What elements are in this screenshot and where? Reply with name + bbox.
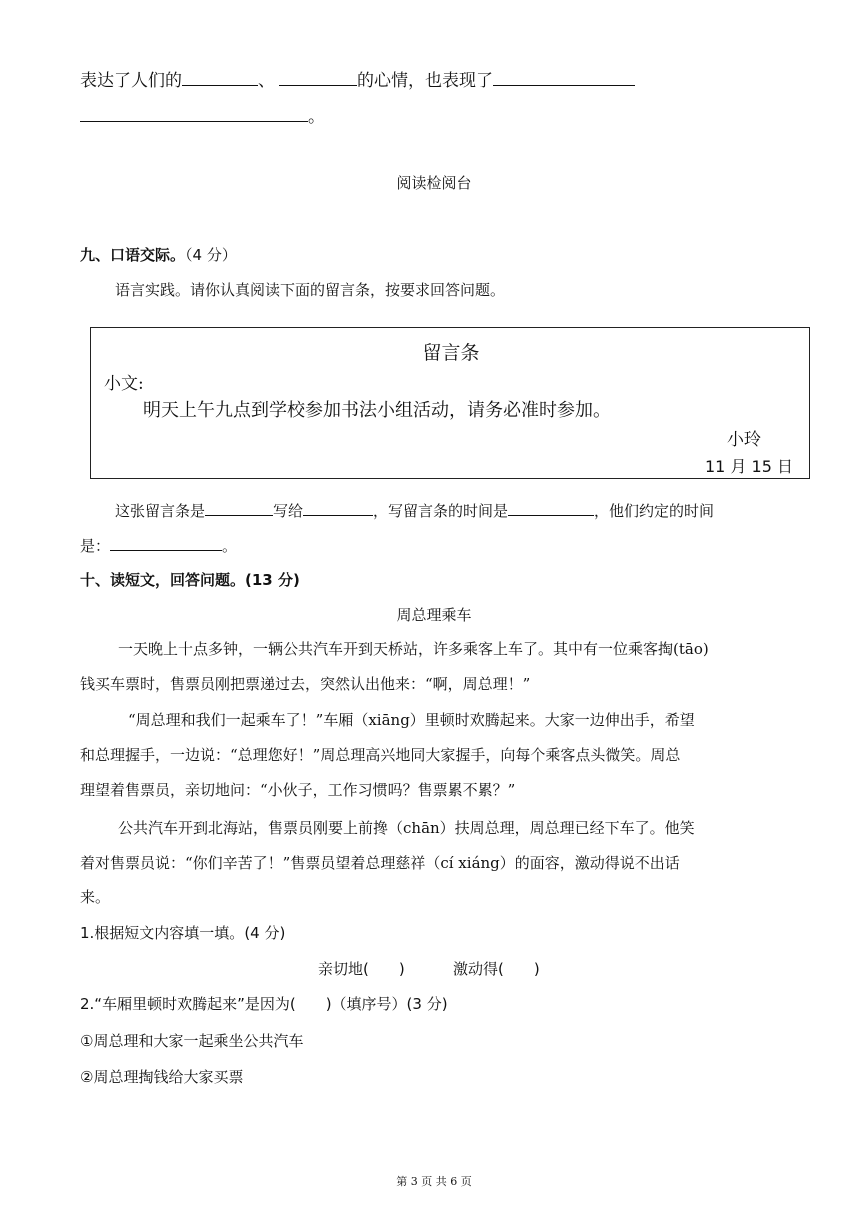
story-p1-line1: 一天晚上十点多钟，一辆公共汽车开到天桥站，许多乘客上车了。其中有一位乘客掏(tāo)	[118, 640, 709, 658]
q9-question-end: 。	[222, 537, 238, 555]
top-line-2	[80, 102, 325, 127]
blank[interactable]	[110, 536, 222, 551]
sub-question-1-blank-b[interactable]: 激动得( )	[453, 960, 540, 978]
story-p2-line1: “周总理和我们一起乘车了！”车厢（xiāng）里顿时欢腾起来。大家一边伸出手，希望	[128, 711, 695, 729]
q9-question-e: 是：	[80, 537, 111, 555]
blank[interactable]	[279, 71, 357, 86]
blank[interactable]	[508, 501, 594, 516]
story-title: 周总理乘车	[396, 606, 472, 624]
q9-instruction: 语言实践。请你认真阅读下面的留言条，按要求回答问题。	[115, 281, 506, 299]
q9-heading	[80, 244, 237, 265]
story-p1-line2: 钱买车票时，售票员刚把票递过去，突然认出他来：“啊，周总理！”	[80, 675, 531, 693]
q9-heading-text: 九、口语交际。	[80, 246, 186, 264]
blank[interactable]	[205, 501, 273, 516]
note-date: 11 月 15 日	[705, 457, 793, 476]
top-text-c: 的心情，也表现了	[357, 71, 493, 91]
story-p3-line2: 着对售票员说：“你们辛苦了！”售票员望着总理慈祥（cí xiáng）的面容，激动得说不出话	[80, 854, 680, 872]
q9-question-b: 写给	[273, 502, 304, 520]
q9-question-line2	[80, 535, 237, 556]
story-p2-line3: 理望着售票员，亲切地问：“小伙子，工作习惯吗？售票累不累？”	[80, 781, 516, 799]
page-footer: 第 3 页 共 6 页	[396, 1175, 472, 1188]
note-title: 留言条	[422, 342, 480, 364]
top-line-2-end: 。	[308, 107, 325, 127]
blank[interactable]	[493, 71, 635, 86]
story-p2-line2: 和总理握手，一边说：“总理您好！”周总理高兴地同大家握手，向每个乘客点头微笑。周总	[80, 746, 681, 764]
section-title: 阅读检阅台	[396, 174, 472, 192]
blank[interactable]	[303, 501, 373, 516]
note-salutation: 小文:	[104, 374, 144, 394]
option-1[interactable]: ①周总理和大家一起乘坐公共汽车	[80, 1032, 304, 1050]
sub-question-2: 2.“车厢里顿时欢腾起来”是因为( )（填序号）(3 分)	[80, 995, 448, 1013]
option-2[interactable]: ②周总理掏钱给大家买票	[80, 1068, 244, 1086]
q9-question-d: ，他们约定的时间	[594, 502, 715, 520]
q9-question-a: 这张留言条是	[115, 502, 206, 520]
top-text-a: 表达了人们的	[80, 71, 182, 91]
q9-question-line1	[115, 500, 714, 521]
story-p3-line1: 公共汽车开到北海站，售票员刚要上前搀（chān）扶周总理，周总理已经下车了。他笑	[118, 819, 695, 837]
sub-question-1: 1.根据短文内容填一填。(4 分)	[80, 924, 286, 942]
sub-question-1-blank-a[interactable]: 亲切地( )	[318, 960, 405, 978]
message-note	[90, 327, 810, 479]
q9-score: （4 分）	[185, 246, 237, 264]
top-line-1	[80, 66, 635, 91]
q10-heading: 十、读短文，回答问题。(13 分)	[80, 571, 300, 589]
note-body: 明天上午九点到学校参加书法小组活动，请务必准时参加。	[143, 400, 611, 421]
blank[interactable]	[80, 107, 308, 122]
q9-question-c: ，写留言条的时间是	[373, 502, 509, 520]
blank[interactable]	[182, 71, 258, 86]
story-p3-line3: 来。	[80, 888, 111, 906]
top-text-b: 、	[258, 71, 275, 91]
note-signature: 小玲	[727, 430, 761, 450]
